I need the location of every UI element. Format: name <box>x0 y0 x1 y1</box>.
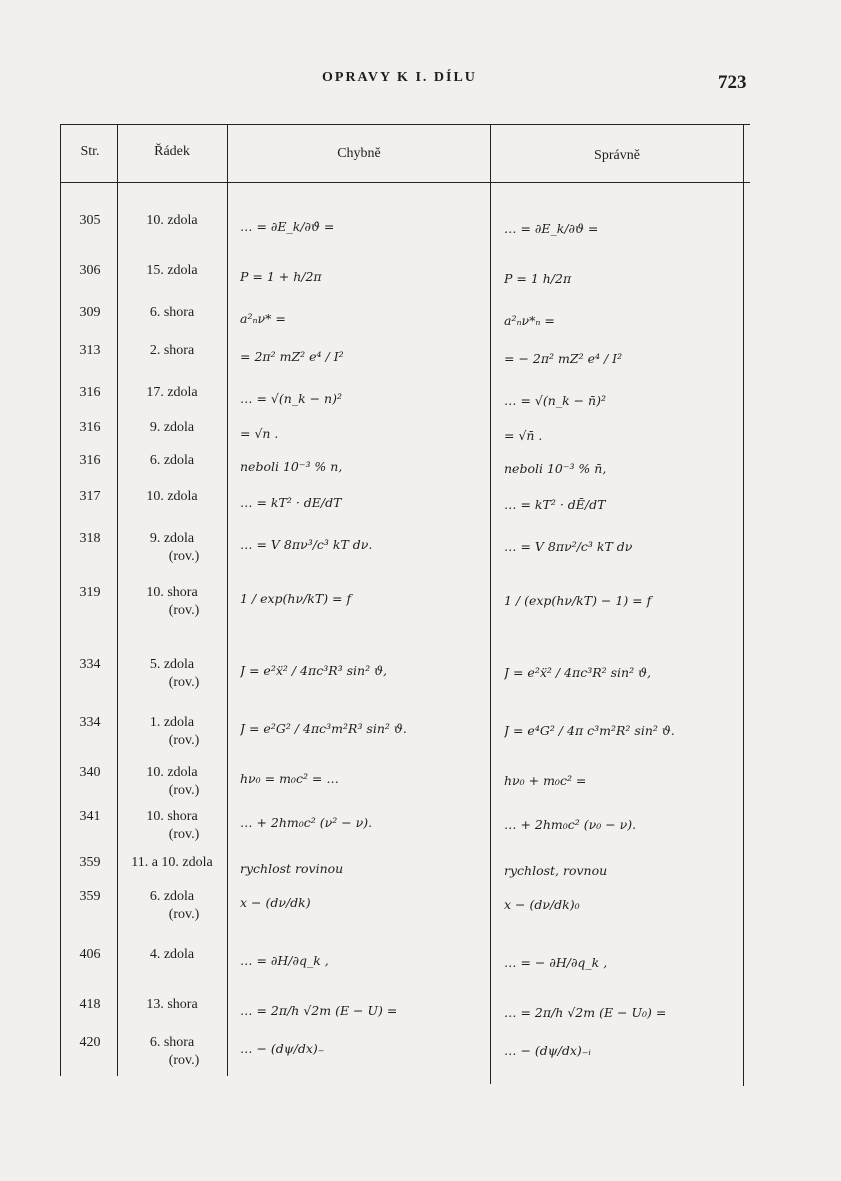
row-wrong-text: neboli 10⁻³ % n, <box>240 459 343 474</box>
row-page-number: 340 <box>79 765 101 780</box>
row-page-number: 420 <box>79 1035 101 1050</box>
row-line-ref-note: (rov.) <box>168 827 200 842</box>
row-wrong-text: … − (dψ/dx)₋ <box>240 1041 325 1056</box>
page-header-title: OPRAVY K I. DÍLU <box>322 70 477 85</box>
row-wrong-text: hν₀ = m₀c² = … <box>240 771 339 786</box>
row-line-ref <box>122 452 222 470</box>
row-page-number: 306 <box>79 263 101 278</box>
row-correct-text: … = − ∂H/∂q_k , <box>504 955 608 970</box>
row-wrong-text: … = ∂E_k/∂ϑ̇ = <box>240 219 335 234</box>
table-left-border <box>60 124 61 1076</box>
row-line-ref-main: 10. zdola <box>146 213 198 228</box>
row-wrong-text: … = ∂H/∂q_k , <box>240 953 329 968</box>
row-line-ref <box>122 419 222 437</box>
row-line-ref-note: (rov.) <box>168 1053 200 1068</box>
column-header-str: Str. <box>80 144 100 159</box>
table-top-border <box>60 124 750 125</box>
row-line-ref <box>122 656 222 692</box>
row-line-ref <box>122 888 222 924</box>
row-line-ref-main: 5. zdola <box>149 657 195 672</box>
row-line-ref-main: 9. zdola <box>149 420 195 435</box>
row-line-ref-main: 6. zdola <box>149 453 195 468</box>
row-wrong-text: J = e²G² / 4πc³m²R³ sin² ϑ. <box>240 721 407 736</box>
row-line-ref-note: (rov.) <box>168 783 200 798</box>
row-correct-text: P = 1 h/2π <box>504 271 572 286</box>
row-page-number: 313 <box>79 343 101 358</box>
row-page-number: 316 <box>79 385 101 400</box>
row-line-ref-main: 9. zdola <box>149 531 195 546</box>
row-page-number: 341 <box>79 809 101 824</box>
row-page-number: 319 <box>79 585 101 600</box>
row-page-number: 359 <box>79 889 101 904</box>
page-number: 723 <box>718 72 747 93</box>
row-line-ref-main: 4. zdola <box>149 947 195 962</box>
row-line-ref-main: 10. shora <box>146 585 198 600</box>
row-line-ref-main: 6. shora <box>149 1035 195 1050</box>
row-line-ref <box>122 764 222 800</box>
row-correct-text: … − (dψ/dx)₋ᵢ <box>504 1043 591 1058</box>
row-line-ref <box>122 714 222 750</box>
column-header-spravne: Správně <box>594 148 640 163</box>
row-page-number: 316 <box>79 453 101 468</box>
row-wrong-text: … = V 8πν³/c³ kT dν. <box>240 537 373 552</box>
row-line-ref <box>122 584 222 620</box>
row-correct-text: = √n̄ . <box>504 428 543 443</box>
row-line-ref-main: 10. zdola <box>146 765 198 780</box>
row-correct-text: = − 2π² mZ² e⁴ / I² <box>504 351 623 366</box>
row-wrong-text: … = 2π/h √2m (E − U) = <box>240 1003 398 1018</box>
row-line-ref <box>122 212 222 230</box>
row-page-number: 317 <box>79 489 101 504</box>
row-page-number: 406 <box>79 947 101 962</box>
row-line-ref-main: 2. shora <box>149 343 195 358</box>
row-correct-text: J = e²ẍ² / 4πc³R² sin² ϑ, <box>504 665 651 680</box>
row-correct-text: 1 / (exp(hν/kT) − 1) = f <box>504 593 652 608</box>
row-line-ref <box>122 384 222 402</box>
row-line-ref <box>122 854 222 872</box>
row-line-ref-note: (rov.) <box>168 733 200 748</box>
row-line-ref-note: (rov.) <box>168 675 200 690</box>
row-page-number: 334 <box>79 715 101 730</box>
row-page-number: 309 <box>79 305 101 320</box>
column-divider-1 <box>117 124 118 1076</box>
column-header-chybne: Chybně <box>337 146 381 161</box>
row-correct-text: … = 2π/h √2m (E − U₀) = <box>504 1005 667 1020</box>
row-page-number: 316 <box>79 420 101 435</box>
row-correct-text: neboli 10⁻³ % n̄, <box>504 461 607 476</box>
table-right-border <box>743 124 744 1086</box>
row-line-ref <box>122 946 222 964</box>
row-wrong-text: x − (dν/dk) <box>240 895 311 910</box>
row-wrong-text: rychlost rovinou <box>240 861 344 876</box>
row-correct-text: rychlost, rovnou <box>504 863 608 878</box>
row-correct-text: … = kT² · dĒ/dT <box>504 497 606 512</box>
column-divider-3 <box>490 124 491 1084</box>
row-line-ref <box>122 262 222 280</box>
row-wrong-text: a²ₙν* = <box>240 311 286 326</box>
row-line-ref <box>122 996 222 1014</box>
row-wrong-text: P = 1 + h/2π <box>240 269 322 284</box>
row-line-ref-main: 6. shora <box>149 305 195 320</box>
row-line-ref-note: (rov.) <box>168 907 200 922</box>
row-wrong-text: 1 / exp(hν/kT) = f <box>240 591 352 606</box>
row-page-number: 418 <box>79 997 101 1012</box>
row-line-ref-main: 10. zdola <box>146 489 198 504</box>
row-line-ref <box>122 488 222 506</box>
row-line-ref <box>122 342 222 360</box>
row-correct-text: … = ∂E_k/∂ϑ = <box>504 221 599 236</box>
row-correct-text: … = V 8πν²/c³ kT dν <box>504 539 633 554</box>
row-wrong-text: = 2π² mZ² e⁴ / I² <box>240 349 344 364</box>
row-line-ref <box>122 1034 222 1070</box>
row-line-ref-main: 6. zdola <box>149 889 195 904</box>
row-correct-text: hν₀ + m₀c² = <box>504 773 587 788</box>
row-wrong-text: = √n . <box>240 426 279 441</box>
row-line-ref-main: 1. zdola <box>149 715 195 730</box>
row-wrong-text: … = kT² · dE/dT <box>240 495 342 510</box>
row-page-number: 334 <box>79 657 101 672</box>
row-correct-text: … + 2hm₀c² (ν₀ − ν). <box>504 817 637 832</box>
row-line-ref-main: 15. zdola <box>146 263 198 278</box>
row-line-ref <box>122 808 222 844</box>
row-page-number: 305 <box>79 213 101 228</box>
row-line-ref-note: (rov.) <box>168 549 200 564</box>
column-header-radek: Řádek <box>154 144 190 159</box>
row-wrong-text: … + 2hm₀c² (ν² − ν). <box>240 815 373 830</box>
row-line-ref-main: 13. shora <box>146 997 198 1012</box>
row-correct-text: x − (dν/dk)₀ <box>504 897 580 912</box>
row-correct-text: … = √(n_k − n̄)² <box>504 393 606 408</box>
row-line-ref-main: 11. a 10. zdola <box>131 855 213 870</box>
row-line-ref-main: 17. zdola <box>146 385 198 400</box>
row-wrong-text: … = √(n_k − n)² <box>240 391 342 406</box>
table-header-border <box>60 182 750 183</box>
row-page-number: 318 <box>79 531 101 546</box>
row-line-ref-main: 10. shora <box>146 809 198 824</box>
row-line-ref <box>122 530 222 566</box>
row-line-ref-note: (rov.) <box>168 603 200 618</box>
row-line-ref <box>122 304 222 322</box>
column-divider-2 <box>227 124 228 1076</box>
row-wrong-text: J = e²ẍ² / 4πc³R³ sin² ϑ, <box>240 663 387 678</box>
row-correct-text: a²ₙν*ₙ = <box>504 313 555 328</box>
row-page-number: 359 <box>79 855 101 870</box>
row-correct-text: J = e⁴G² / 4π c³m²R² sin² ϑ. <box>504 723 675 738</box>
